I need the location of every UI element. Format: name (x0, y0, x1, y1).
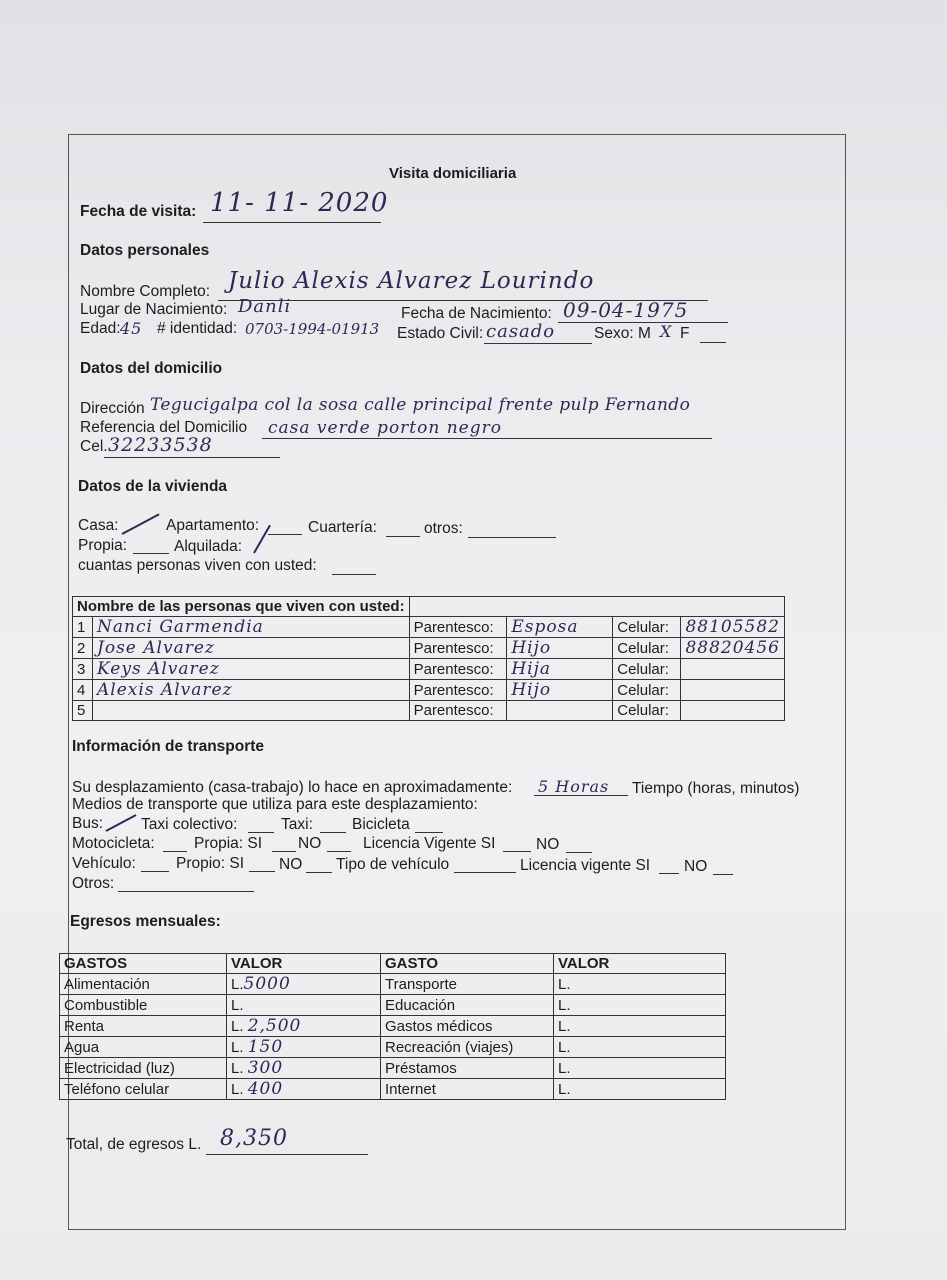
vehiculo-licencia-label: Licencia vigente SI (520, 857, 651, 874)
sex-label: Sexo: M (594, 325, 651, 342)
age-value: 45 (120, 319, 143, 338)
household-table (72, 596, 785, 721)
moto-licencia-no-label: NO (536, 836, 560, 853)
table-row: 3 Keys Alvarez Parentesco: Hija Celular: (73, 659, 785, 680)
birthdate-label: Fecha de Nacimiento: (401, 305, 552, 322)
vehiculo-line (141, 871, 169, 872)
visit-date-value: 11- 11- 2020 (210, 188, 389, 218)
transport-otros-line (118, 891, 254, 892)
propia-label: Propia: (78, 537, 128, 554)
table-row: Electricidad (luz) L. 300 Préstamos L. (60, 1058, 726, 1079)
phone-value: 32233538 (108, 434, 213, 456)
table-row: 1 Nanci Garmendia Parentesco: Esposa Celular: 88105582 (73, 617, 785, 638)
taxi-line (320, 832, 346, 833)
vehiculo-no-label: NO (279, 856, 303, 873)
age-label: Edad: (80, 320, 121, 337)
sex-f-line (700, 342, 726, 343)
section-transport: Información de transporte (72, 738, 265, 755)
household-header: Nombre de las personas que viven con usted: (73, 597, 410, 617)
birthplace-label: Lugar de Nacimiento: (80, 301, 228, 318)
bus-label: Bus: (72, 815, 104, 832)
moto-label: Motocicleta: (72, 835, 155, 852)
address-value: Tegucigalpa col la sosa calle principal frente pulp Fernando (150, 395, 691, 415)
commute-value: 5 Horas (538, 777, 610, 796)
name-value: Julio Alexis Alvarez Lourindo (228, 268, 595, 294)
vehiculo-propio-line (249, 871, 275, 872)
address-label: Dirección (80, 400, 145, 417)
commute-line (534, 795, 628, 796)
bicicleta-label: Bicicleta (352, 816, 410, 833)
people-count-line (332, 574, 376, 575)
birthplace-value: Danli (238, 296, 292, 317)
commute-suffix: Tiempo (horas, minutos) (632, 780, 800, 797)
moto-licencia-label: Licencia Vigente SI (363, 835, 496, 852)
moto-no-label: NO (298, 835, 322, 852)
civil-line (484, 343, 592, 344)
taxi-label: Taxi: (281, 816, 313, 833)
vehiculo-licencia-no-line (713, 874, 733, 875)
section-domicile: Datos del domicilio (80, 360, 223, 377)
table-row: Renta L. 2,500 Gastos médicos L. (60, 1016, 726, 1037)
name-label: Nombre Completo: (80, 283, 211, 300)
taxi-colectivo-line (248, 832, 274, 833)
civil-label: Estado Civil: (397, 325, 484, 342)
civil-value: casado (486, 321, 556, 342)
vehiculo-no-line (306, 872, 332, 873)
moto-line (163, 851, 187, 852)
transport-means-label: Medios de transporte que utiliza para este desplazamiento: (72, 796, 478, 813)
table-row: 4 Alexis Alvarez Parentesco: Hijo Celular: (73, 680, 785, 701)
birthdate-line (558, 322, 728, 323)
moto-propia-label: Propia: SI (194, 835, 263, 852)
otros-line (468, 537, 556, 538)
otros-label: otros: (424, 520, 463, 537)
taxi-colectivo-label: Taxi colectivo: (141, 816, 238, 833)
vehiculo-tipo-label: Tipo de vehículo (336, 856, 450, 873)
id-value: 0703-1994-01913 (245, 320, 380, 338)
alquilada-label: Alquilada: (174, 538, 243, 555)
casa-label: Casa: (78, 517, 119, 534)
vehiculo-propio-label: Propio: SI (176, 855, 245, 872)
transport-otros-label: Otros: (72, 875, 115, 892)
table-row: Agua L. 150 Recreación (viajes) L. (60, 1037, 726, 1058)
table-row: Teléfono celular L. 400 Internet L. (60, 1079, 726, 1100)
table-row: Alimentación L.5000 Transporte L. (60, 974, 726, 995)
vehiculo-tipo-line (454, 872, 516, 873)
vehiculo-licencia-line (659, 873, 679, 874)
moto-propia-line (272, 851, 296, 852)
total-value: 8,350 (220, 1126, 288, 1151)
form-title: Visita domiciliaria (389, 165, 517, 182)
phone-label: Cel. (80, 438, 108, 455)
visit-date-line (203, 222, 381, 223)
propia-line (133, 553, 169, 554)
people-count-label: cuantas personas viven con usted: (78, 557, 317, 574)
bicicleta-line (415, 832, 443, 833)
moto-licencia-no-line (566, 852, 592, 853)
reference-line (262, 438, 712, 439)
total-label: Total, de egresos L. (66, 1136, 202, 1153)
apartamento-label: Apartamento: (166, 517, 260, 534)
section-expenses: Egresos mensuales: (70, 913, 221, 930)
moto-no-line (327, 851, 351, 852)
phone-line (104, 457, 280, 458)
sex-m-mark: X (660, 322, 673, 341)
total-line (206, 1154, 368, 1155)
vehiculo-label: Vehículo: (72, 855, 136, 872)
reference-value: casa verde porton negro (268, 418, 502, 438)
section-housing: Datos de la vivienda (78, 478, 228, 495)
cuarteria-label: Cuartería: (308, 519, 377, 536)
vehiculo-licencia-no-label: NO (684, 858, 708, 875)
reference-label: Referencia del Domicilio (80, 419, 248, 436)
cuarteria-line (386, 536, 420, 537)
apartamento-line (268, 534, 302, 535)
table-row: 2 Jose Alvarez Parentesco: Hijo Celular: 88820456 (73, 638, 785, 659)
id-label: # identidad: (157, 320, 238, 337)
sex-f-label: F (680, 325, 690, 342)
birthdate-value: 09-04-1975 (563, 298, 689, 322)
expenses-table: GASTOS VALOR GASTO VALOR Alimentación L.5000 Transporte L. Combustible L. Educación L. Renta L. 2,500 Gastos médicos L. Agua L. 150 Recreación (viajes) L. Electricidad (luz) L. 300 Préstamos L. Teléfono celular L. 400 Internet L. (59, 953, 726, 1100)
moto-licencia-line (503, 851, 531, 852)
visit-date-label: Fecha de visita: (80, 203, 197, 220)
section-personal: Datos personales (80, 242, 210, 259)
commute-label: Su desplazamiento (casa-trabajo) lo hace en aproximadamente: (72, 779, 513, 796)
table-row: 5 Parentesco: Celular: (73, 701, 785, 721)
table-row: Combustible L. Educación L. (60, 995, 726, 1016)
